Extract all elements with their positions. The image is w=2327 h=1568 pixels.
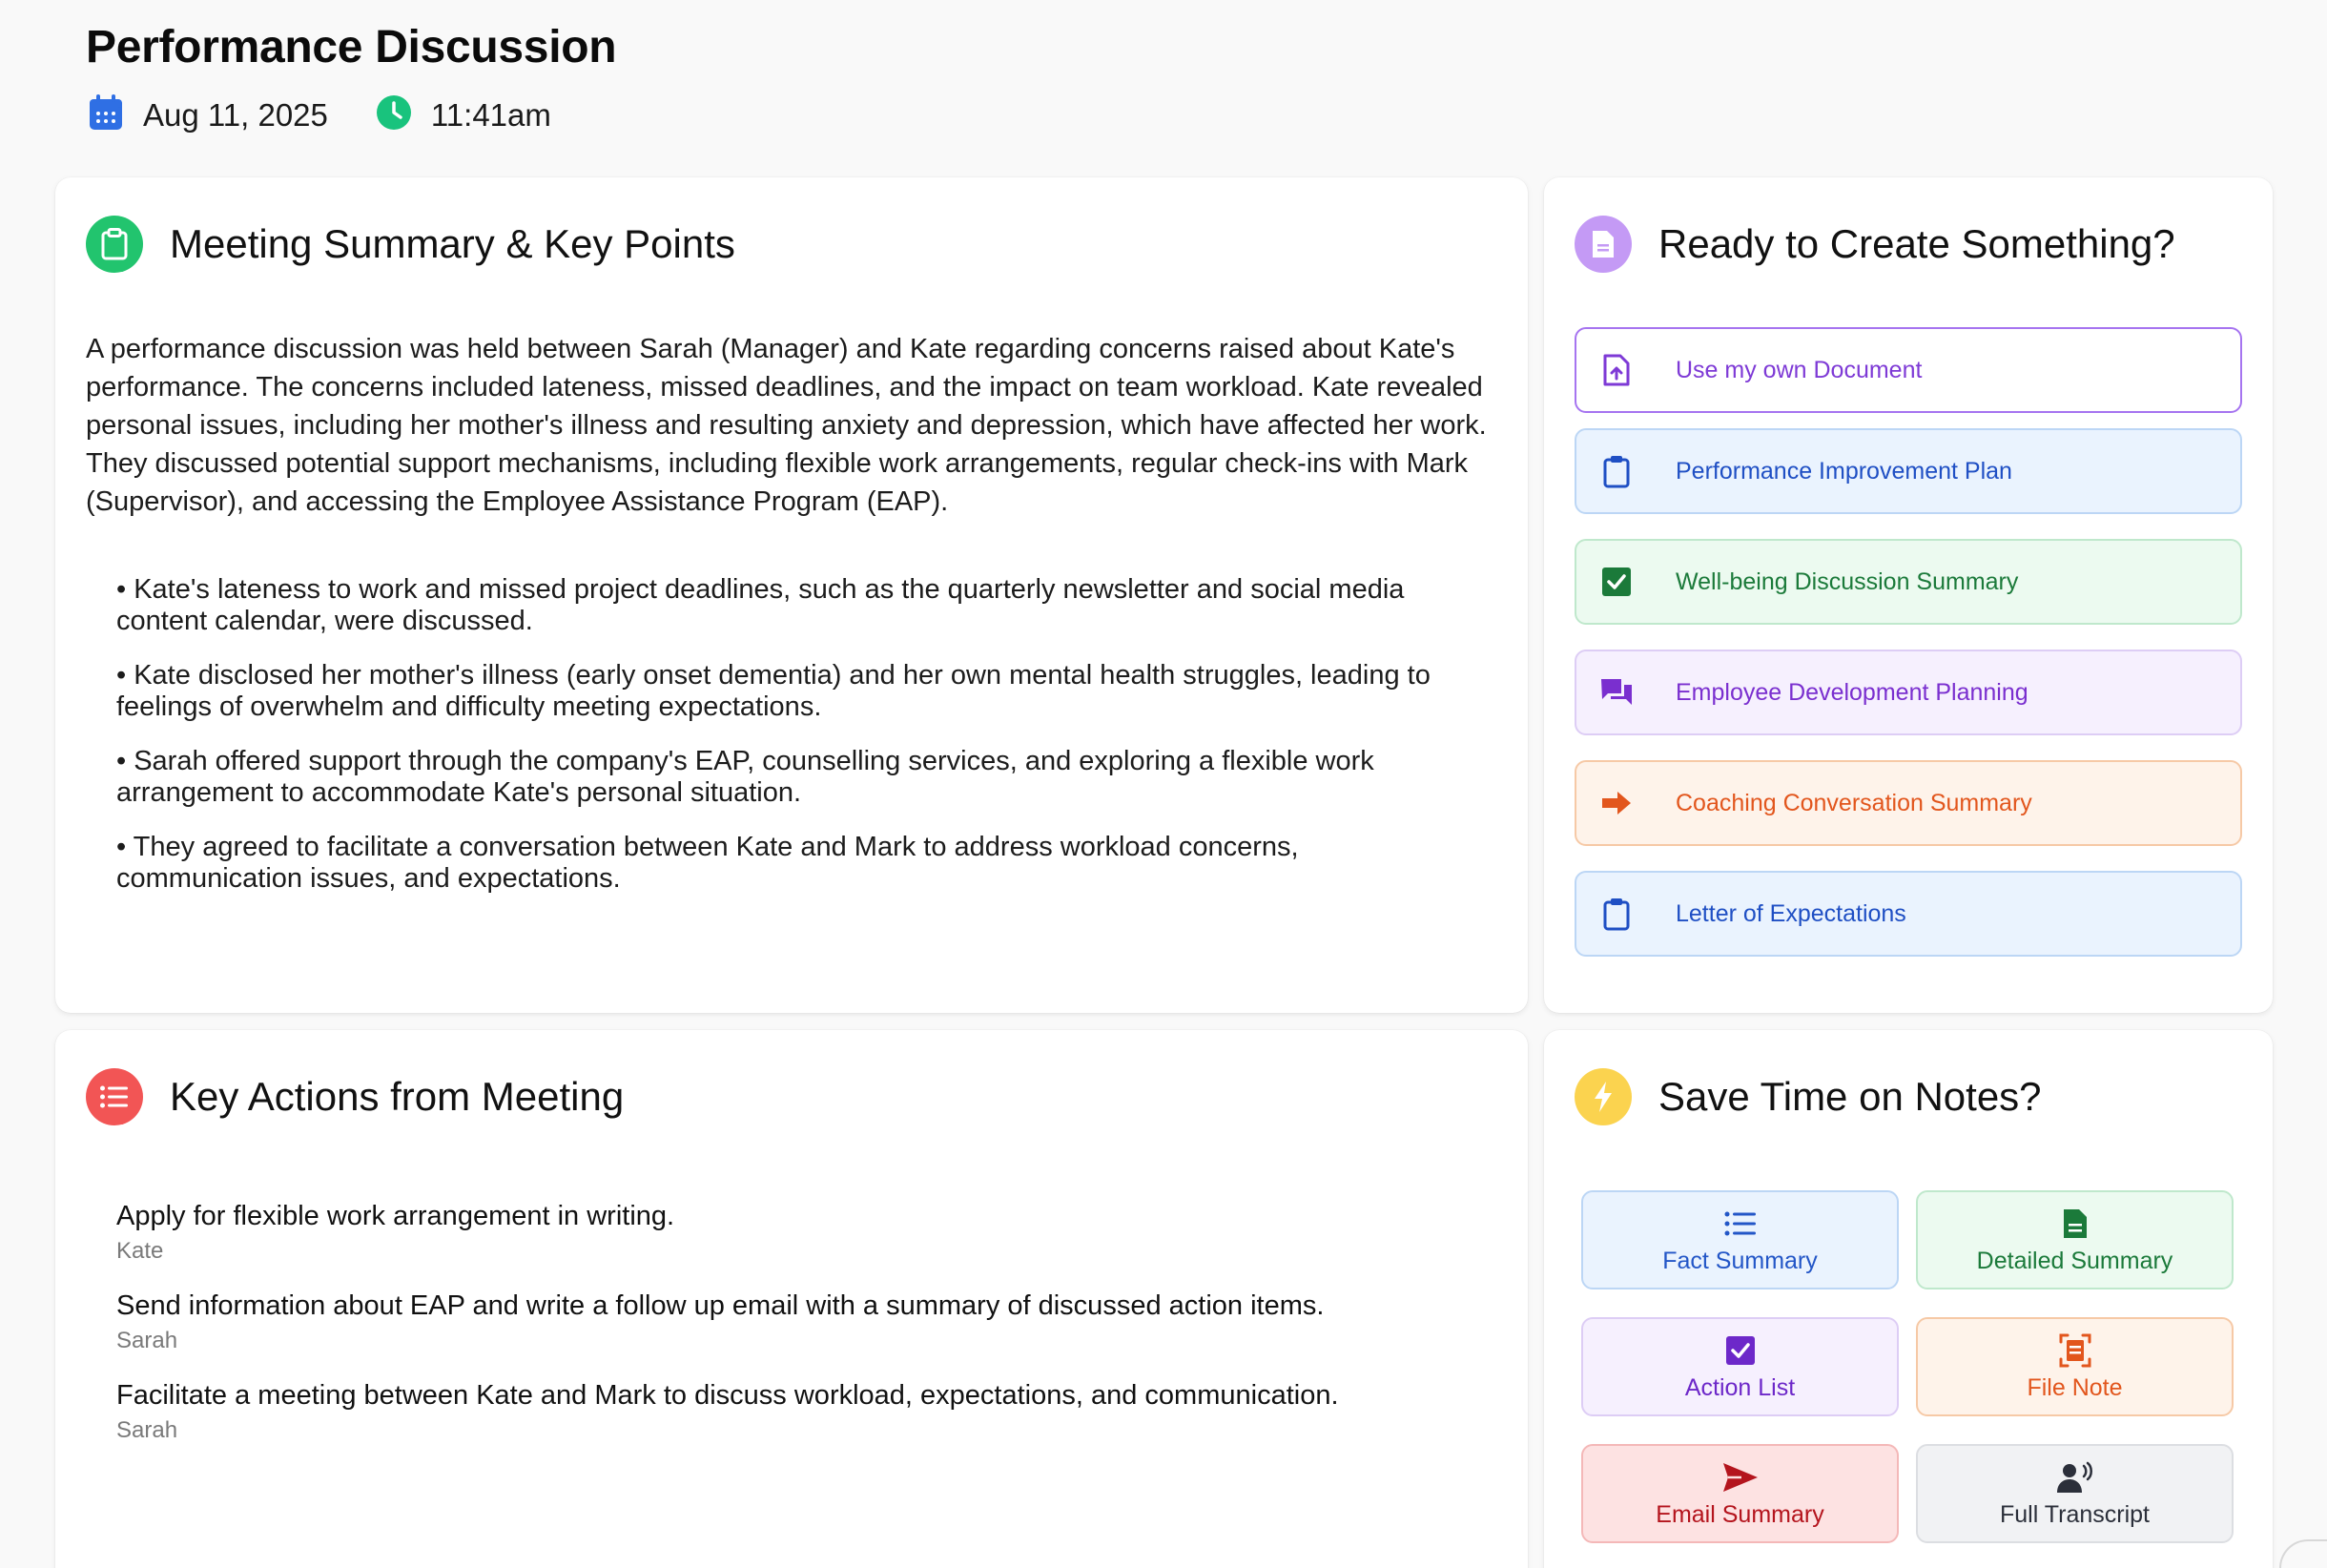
- chat-bubbles-icon: [1597, 673, 1636, 712]
- document-icon: [1575, 216, 1632, 273]
- fact-summary-label: Fact Summary: [1662, 1247, 1818, 1274]
- clipboard-icon: [1597, 895, 1636, 933]
- create-card-title: Ready to Create Something?: [1658, 221, 2175, 266]
- performance-improvement-plan-button[interactable]: [1575, 428, 2242, 514]
- full-transcript-button[interactable]: [1916, 1444, 2234, 1543]
- actions-card-title: Key Actions from Meeting: [170, 1074, 625, 1119]
- key-point-item: • Kate's lateness to work and missed project deadlines, such as the quarterly newsletter and social media content calendar, were discussed.: [116, 574, 1405, 636]
- use-own-document-button[interactable]: [1575, 327, 2242, 413]
- clipboard-icon: [86, 216, 143, 273]
- meeting-date: [88, 93, 328, 136]
- action-item: [116, 1378, 1490, 1445]
- key-actions-card: [55, 1030, 1528, 1568]
- key-point-item: • Kate disclosed her mother's illness (early onset dementia) and her own mental health struggles, leading to feelings of overwhelm and difficulty meeting expectations.: [116, 660, 1431, 722]
- email-summary-button[interactable]: [1581, 1444, 1899, 1543]
- fact-summary-button[interactable]: [1581, 1190, 1899, 1289]
- action-owner: Sarah: [116, 1417, 178, 1443]
- notes-card-header: [1575, 1068, 2042, 1125]
- action-text: Apply for flexible work arrangement in writing.: [116, 1201, 675, 1231]
- full-transcript-label: Full Transcript: [2000, 1500, 2150, 1528]
- resize-handle[interactable]: [2279, 1539, 2327, 1568]
- clipboard-icon: [1597, 452, 1636, 490]
- speaker-person-icon: [2056, 1459, 2094, 1496]
- employee-development-planning-label: Employee Development Planning: [1676, 678, 2028, 706]
- action-list-label: Action List: [1684, 1373, 1796, 1401]
- checkbox-icon: [1725, 1332, 1756, 1369]
- meeting-summary-card: [55, 177, 1528, 1013]
- scan-document-icon: [2059, 1332, 2091, 1369]
- letter-of-expectations-label: Letter of Expectations: [1676, 899, 1906, 927]
- actions-card-header: [86, 1068, 624, 1125]
- action-text: Facilitate a meeting between Kate and Mark to discuss workload, expectations, and communication.: [116, 1380, 1339, 1411]
- performance-improvement-plan-label: Performance Improvement Plan: [1676, 457, 2012, 485]
- list-icon: [86, 1068, 143, 1125]
- list-icon: [1724, 1206, 1757, 1242]
- meeting-time: [376, 94, 551, 135]
- letter-of-expectations-button[interactable]: [1575, 871, 2242, 957]
- send-icon: [1722, 1459, 1759, 1496]
- page-title: Performance Discussion: [86, 22, 617, 72]
- employee-development-planning-button[interactable]: [1575, 650, 2242, 735]
- lightning-icon: [1575, 1068, 1632, 1125]
- create-document-card: [1544, 177, 2273, 1013]
- well-being-summary-label: Well-being Discussion Summary: [1676, 567, 2019, 595]
- summary-card-title: Meeting Summary & Key Points: [170, 221, 735, 266]
- use-own-document-label: Use my own Document: [1676, 356, 1923, 383]
- checkbox-icon: [1597, 563, 1636, 601]
- file-note-button[interactable]: [1916, 1317, 2234, 1416]
- clock-icon: [376, 94, 431, 135]
- coaching-conversation-summary-button[interactable]: [1575, 760, 2242, 846]
- note-options-grid: [1581, 1190, 2236, 1543]
- action-list-button[interactable]: [1581, 1317, 1899, 1416]
- key-point-item: • They agreed to facilitate a conversation between Kate and Mark to address workload concerns, communication issues, and expectations.: [116, 832, 1299, 894]
- create-card-header: [1575, 216, 2175, 273]
- date-text: Aug 11, 2025: [143, 96, 328, 133]
- notes-card-title: Save Time on Notes?: [1658, 1074, 2042, 1119]
- file-text-icon: [2062, 1206, 2089, 1242]
- action-items-list: [116, 1199, 1490, 1468]
- detailed-summary-button[interactable]: [1916, 1190, 2234, 1289]
- document-upload-icon: [1597, 351, 1636, 389]
- save-time-notes-card: [1544, 1030, 2273, 1568]
- calendar-icon: [88, 93, 143, 136]
- action-item: [116, 1199, 1490, 1266]
- key-points-list: [116, 574, 1490, 918]
- summary-card-header: [86, 216, 735, 273]
- well-being-summary-button[interactable]: [1575, 539, 2242, 625]
- create-options-list: [1575, 327, 2242, 981]
- time-text: 11:41am: [430, 96, 551, 133]
- action-owner: Kate: [116, 1238, 164, 1264]
- key-point-item: • Sarah offered support through the company's EAP, counselling services, and exploring a flexible work arrangement to accommodate Kate's personal situation.: [116, 746, 1374, 808]
- action-text: Send information about EAP and write a follow up email with a summary of discussed action items.: [116, 1290, 1325, 1321]
- summary-paragraph: A performance discussion was held between Sarah (Manager) and Kate regarding concerns raised about Kate's performance. The concerns included lateness, missed deadlines, and the impact on team workload. Kate revealed personal issues, including her mother's illness and resulting anxiety and depression, which have affected her work. They discussed potential support mechanisms, including flexible work arrangements, regular check-ins with Mark (Supervisor), and accessing the Employee Assistance Program (EAP).: [86, 334, 1487, 517]
- coaching-conversation-summary-label: Coaching Conversation Summary: [1676, 789, 2032, 816]
- email-summary-label: Email Summary: [1656, 1500, 1824, 1528]
- file-note-label: File Note: [2027, 1373, 2123, 1401]
- action-owner: Sarah: [116, 1328, 178, 1353]
- action-item: [116, 1289, 1490, 1355]
- detailed-summary-label: Detailed Summary: [1976, 1247, 2173, 1274]
- meeting-meta: [88, 93, 599, 136]
- arrow-right-icon: [1597, 784, 1636, 822]
